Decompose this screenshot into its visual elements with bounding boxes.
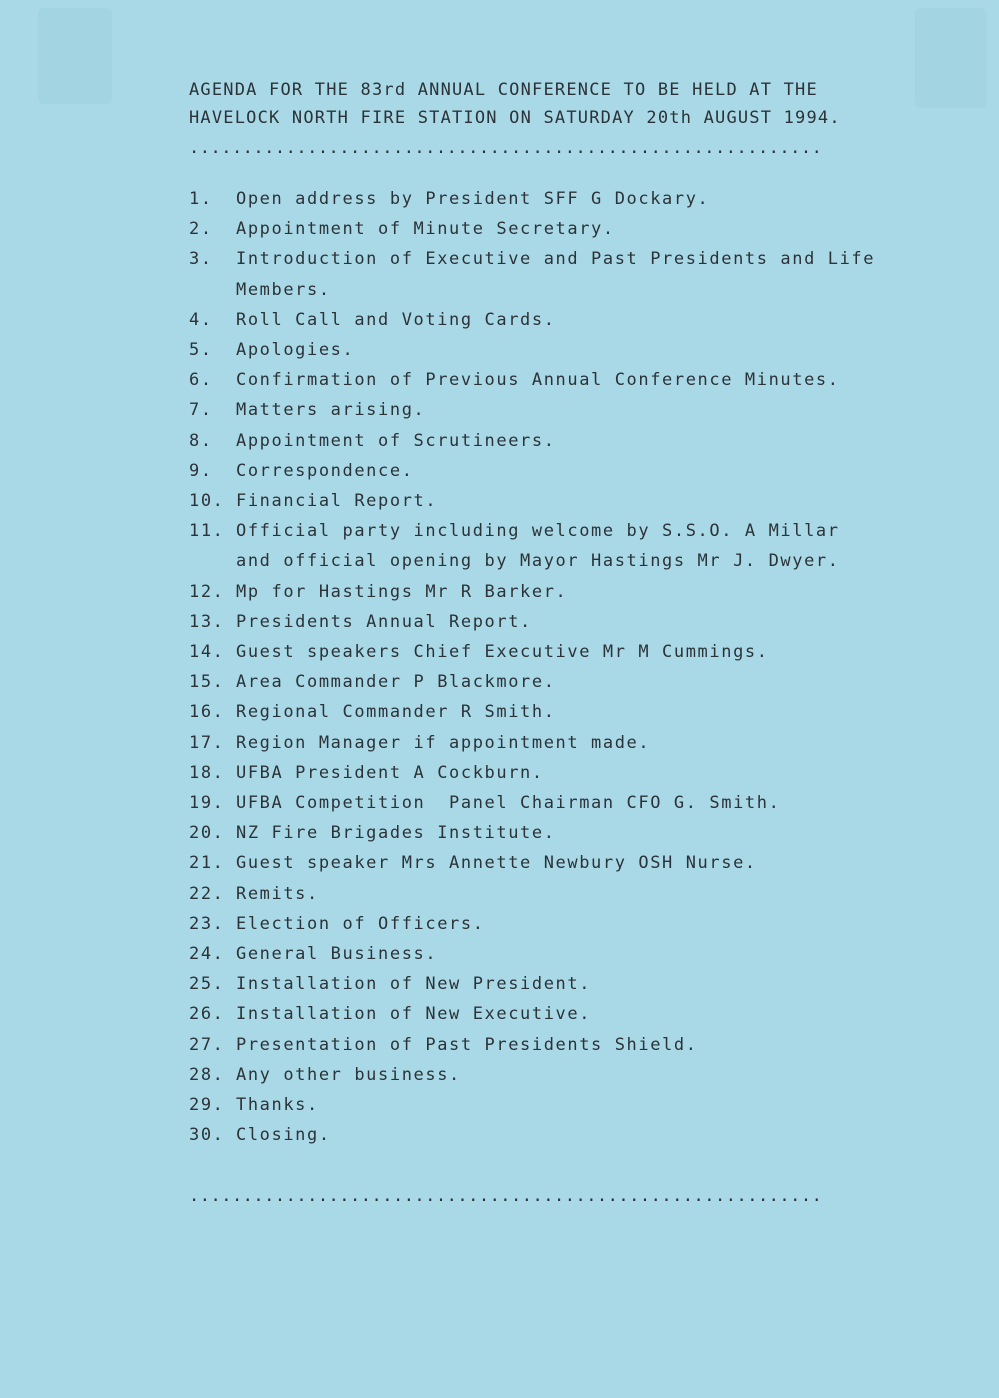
agenda-item-number: 27. [189, 1034, 225, 1055]
agenda-item-number: 26. [189, 1004, 225, 1025]
agenda-item-text: UFBA Competition Panel Chairman CFO G. Smith. [236, 793, 781, 814]
agenda-item [189, 969, 909, 999]
agenda-item-text: Presentation of Past Presidents Shield. [236, 1034, 698, 1055]
agenda-item-number: 6. [189, 370, 213, 391]
bottom-separator: ........................................................... [189, 1186, 823, 1206]
agenda-item [189, 607, 909, 637]
agenda-list [189, 184, 909, 1151]
agenda-item [189, 788, 909, 818]
paper-stain [38, 8, 112, 104]
agenda-item-text: Mp for Hastings Mr R Barker. [236, 581, 568, 602]
agenda-item-text: Apologies. [236, 340, 355, 361]
agenda-item [189, 365, 909, 395]
agenda-heading [189, 76, 909, 132]
agenda-item-text: Guest speaker Mrs Annette Newbury OSH Nurse. [236, 853, 757, 874]
agenda-item-number: 22. [189, 883, 225, 904]
agenda-item-number: 16. [189, 702, 225, 723]
agenda-item-number: 11. [189, 521, 225, 542]
agenda-item [189, 939, 909, 969]
agenda-item [189, 456, 909, 486]
agenda-item-number: 2. [189, 219, 213, 240]
agenda-item-number: 4. [189, 309, 213, 330]
heading-line-1: AGENDA FOR THE 83rd ANNUAL CONFERENCE TO BE HELD AT THE [189, 80, 818, 100]
agenda-item-number: 20. [189, 823, 225, 844]
agenda-item-text: Introduction of Executive and Past Presidents and Life Members. [236, 249, 876, 300]
agenda-item [189, 879, 909, 909]
agenda-item-number: 18. [189, 762, 225, 783]
agenda-item [189, 637, 909, 667]
agenda-item-number: 29. [189, 1095, 225, 1116]
agenda-item-number: 5. [189, 340, 213, 361]
agenda-item-number: 10. [189, 491, 225, 512]
agenda-item [189, 728, 909, 758]
agenda-item-text: Election of Officers. [236, 913, 485, 934]
agenda-item-text: Any other business. [236, 1064, 461, 1085]
agenda-item [189, 184, 909, 214]
agenda-item-text: Appointment of Minute Secretary. [236, 219, 615, 240]
agenda-item-text: Region Manager if appointment made. [236, 732, 651, 753]
agenda-item-text: Appointment of Scrutineers. [236, 430, 556, 451]
agenda-item-number: 13. [189, 611, 225, 632]
agenda-item-number: 9. [189, 460, 213, 481]
agenda-item [189, 516, 909, 576]
agenda-item [189, 697, 909, 727]
agenda-item-text: Open address by President SFF G Dockary. [236, 189, 710, 209]
agenda-item [189, 667, 909, 697]
agenda-item-text: Thanks. [236, 1095, 319, 1116]
agenda-item [189, 214, 909, 244]
agenda-item-text: NZ Fire Brigades Institute. [236, 823, 556, 844]
agenda-item-number: 17. [189, 732, 225, 753]
agenda-item [189, 818, 909, 848]
agenda-item [189, 335, 909, 365]
agenda-item-text: Correspondence. [236, 460, 414, 481]
agenda-item-text: Official party including welcome by S.S.O. A Millar and official opening by Mayor Hastings Mr J. Dwyer. [236, 521, 840, 572]
agenda-item-text: Regional Commander R Smith. [236, 702, 556, 723]
agenda-item-number: 7. [189, 400, 213, 421]
agenda-item-text: Guest speakers Chief Executive Mr M Cummings. [236, 642, 769, 663]
agenda-item-number: 14. [189, 642, 225, 663]
agenda-item-number: 28. [189, 1064, 225, 1085]
agenda-item [189, 244, 909, 304]
agenda-item-text: UFBA President A Cockburn. [236, 762, 544, 783]
agenda-item-number: 21. [189, 853, 225, 874]
top-separator: ........................................................... [189, 138, 823, 158]
agenda-item [189, 486, 909, 516]
agenda-item-text: Installation of New Executive. [236, 1004, 592, 1025]
agenda-item-text: General Business. [236, 944, 438, 965]
agenda-item-text: Closing. [236, 1125, 331, 1146]
agenda-item-text: Remits. [236, 883, 319, 904]
agenda-item-number: 25. [189, 974, 225, 995]
agenda-item [189, 1120, 909, 1150]
paper-stain [915, 8, 987, 108]
agenda-item-text: Confirmation of Previous Annual Conference Minutes. [236, 370, 840, 391]
agenda-item [189, 305, 909, 335]
agenda-item [189, 426, 909, 456]
agenda-item-text: Presidents Annual Report. [236, 611, 532, 632]
agenda-item-number: 8. [189, 430, 213, 451]
agenda-item-number: 19. [189, 793, 225, 814]
agenda-item-text: Matters arising. [236, 400, 426, 421]
agenda-item-number: 3. [189, 249, 213, 270]
agenda-item [189, 1060, 909, 1090]
heading-line-2: HAVELOCK NORTH FIRE STATION ON SATURDAY 20th AUGUST 1994. [189, 108, 841, 128]
agenda-item [189, 999, 909, 1029]
agenda-item [189, 577, 909, 607]
agenda-item [189, 848, 909, 878]
agenda-item-text: Area Commander P Blackmore. [236, 672, 556, 693]
agenda-item-number: 30. [189, 1125, 225, 1146]
agenda-item [189, 909, 909, 939]
agenda-item-number: 23. [189, 913, 225, 934]
agenda-item [189, 1030, 909, 1060]
agenda-item-text: Financial Report. [236, 491, 438, 512]
agenda-item-number: 24. [189, 944, 225, 965]
agenda-item-number: 1. [189, 189, 213, 209]
agenda-item-number: 12. [189, 581, 225, 602]
agenda-item-text: Installation of New President. [236, 974, 592, 995]
agenda-item [189, 395, 909, 425]
agenda-item [189, 758, 909, 788]
agenda-item-text: Roll Call and Voting Cards. [236, 309, 556, 330]
agenda-item [189, 1090, 909, 1120]
agenda-item-number: 15. [189, 672, 225, 693]
